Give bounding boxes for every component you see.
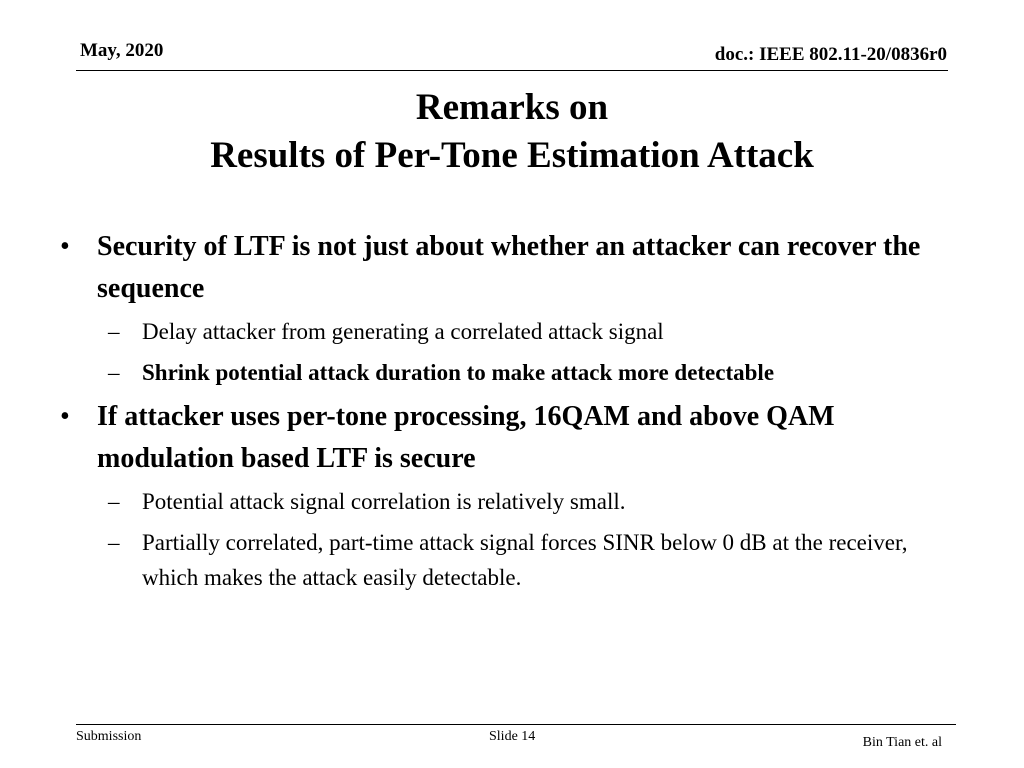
footer-slide-number: Slide 14 (489, 729, 536, 744)
header-doc-id: doc.: IEEE 802.11-20/0836r0 (714, 44, 947, 65)
bullet-text: If attacker uses per-tone processing, 16QAM and above QAM modulation based LTF is secure (97, 401, 835, 474)
footer-divider (76, 724, 956, 725)
bullet-icon: • (60, 231, 70, 262)
sub-bullet-item (60, 525, 960, 595)
sub-bullet-text: Shrink potential attack duration to make attack more detectable (142, 360, 775, 385)
footer-author: Bin Tian et. al (862, 735, 942, 750)
dash-icon: – (108, 319, 120, 344)
dash-icon: – (108, 530, 120, 555)
slide-content (60, 226, 960, 601)
sub-bullet-text: Partially correlated, part-time attack signal forces SINR below 0 dB at the receiver, which makes the attack easily detectable. (142, 530, 908, 590)
sub-bullet-item (60, 355, 960, 390)
header-date: May, 2020 (80, 40, 164, 61)
bullet-item (60, 226, 960, 310)
header-divider (76, 70, 948, 71)
slide-title (0, 84, 1024, 180)
sub-bullet-text: Potential attack signal correlation is relatively small. (142, 489, 626, 514)
footer-submission: Submission (76, 729, 142, 744)
bullet-text: Security of LTF is not just about whether an attacker can recover the sequence (97, 231, 921, 304)
title-line-1: Remarks on (415, 87, 609, 128)
sub-bullet-item (60, 314, 960, 349)
sub-bullet-item (60, 484, 960, 519)
bullet-item (60, 396, 960, 480)
title-line-2: Results of Per-Tone Estimation Attack (210, 135, 814, 176)
dash-icon: – (108, 360, 120, 385)
bullet-icon: • (60, 401, 70, 432)
sub-bullet-text: Delay attacker from generating a correlated attack signal (142, 319, 664, 344)
dash-icon: – (108, 489, 120, 514)
